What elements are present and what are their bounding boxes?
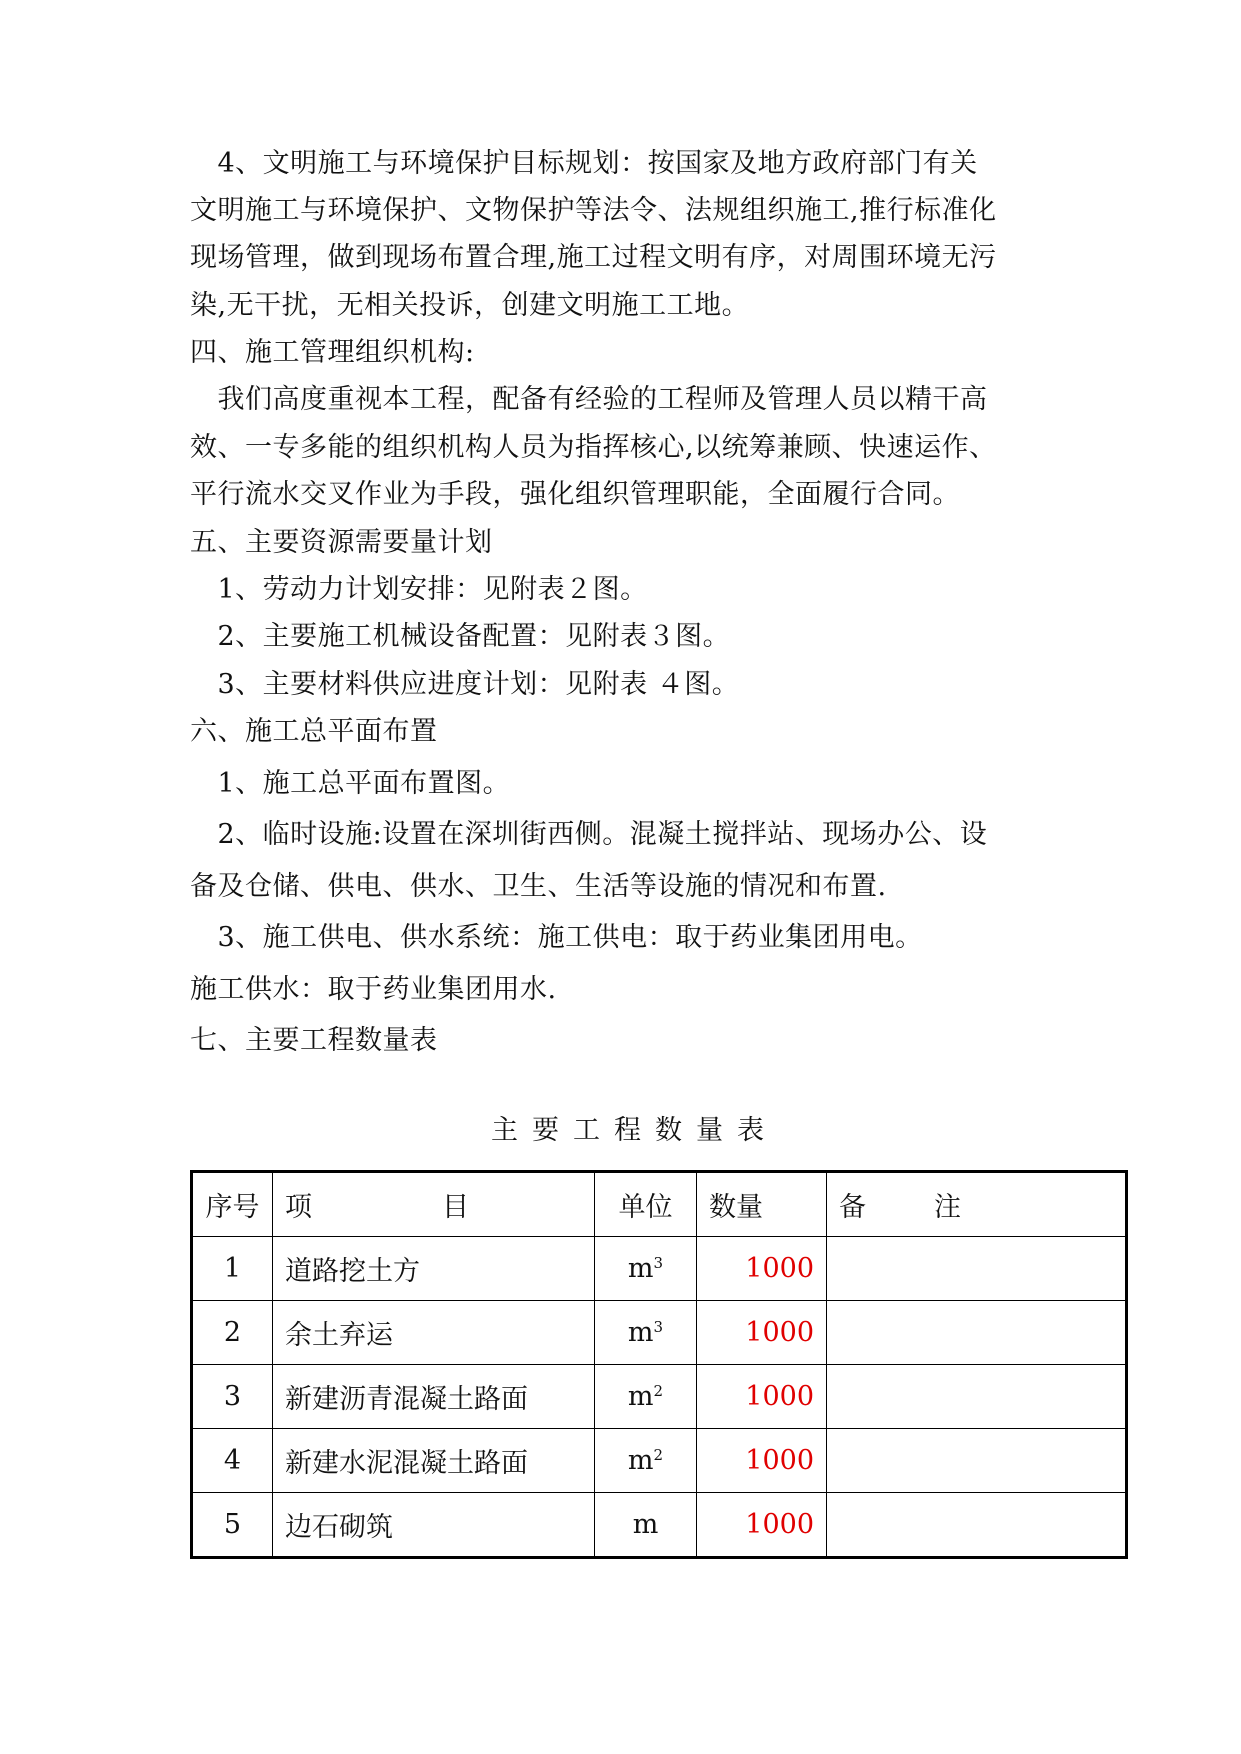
row-quantity: 1000 <box>697 1429 827 1493</box>
row-item: 余土弃运 <box>273 1301 595 1365</box>
section-heading: 七、主要工程数量表 <box>190 1025 438 1056</box>
row-note <box>827 1429 1127 1493</box>
header-quantity: 数量 <box>697 1172 827 1237</box>
paragraph-line: 备及仓储、供电、供水、卫生、生活等设施的情况和布置. <box>190 871 887 902</box>
paragraph-line: 我们高度重视本工程，配备有经验的工程师及管理人员以精干高 <box>190 384 988 415</box>
table-header-row <box>192 1172 1127 1237</box>
section-heading: 四、施工管理组织机构: <box>190 337 475 368</box>
section-heading: 六、施工总平面布置 <box>190 716 438 747</box>
row-note <box>827 1301 1127 1365</box>
paragraph-line: 3、施工供电、供水系统：施工供电：取于药业集团用电。 <box>190 922 923 953</box>
paragraph-line: 染,无干扰，无相关投诉，创建文明施工工地。 <box>190 290 750 321</box>
header-item <box>273 1172 595 1237</box>
unit-base: m <box>627 1381 654 1412</box>
row-index: 3 <box>192 1365 273 1429</box>
row-unit <box>595 1493 697 1558</box>
row-index: 5 <box>192 1493 273 1558</box>
table-row <box>192 1237 1127 1301</box>
row-quantity: 1000 <box>697 1301 827 1365</box>
paragraph-line: 平行流水交叉作业为手段，强化组织管理职能，全面履行合同。 <box>190 479 960 510</box>
unit-exponent: 3 <box>653 1318 664 1336</box>
paragraph-line: 施工供水：取于药业集团用水. <box>190 974 557 1005</box>
row-index: 4 <box>192 1429 273 1493</box>
unit-base: m <box>632 1509 659 1540</box>
table-row <box>192 1301 1127 1365</box>
row-unit <box>595 1237 697 1301</box>
unit-exponent: 3 <box>653 1254 664 1272</box>
paragraph-line: 3、主要材料供应进度计划：见附表 ４图。 <box>190 669 740 700</box>
row-index: 1 <box>192 1237 273 1301</box>
table-title: 主要工程数量表 <box>491 1115 778 1146</box>
paragraph-line: 效、一专多能的组织机构人员为指挥核心,以统筹兼顾、快速运作、 <box>190 432 997 463</box>
unit-base: m <box>627 1445 654 1476</box>
paragraph-line: 1、施工总平面布置图。 <box>190 768 511 799</box>
table-row <box>192 1429 1127 1493</box>
row-note <box>827 1493 1127 1558</box>
header-unit: 单位 <box>595 1172 697 1237</box>
row-item: 道路挖土方 <box>273 1237 595 1301</box>
row-quantity: 1000 <box>697 1237 827 1301</box>
table-row <box>192 1365 1127 1429</box>
row-note <box>827 1365 1127 1429</box>
paragraph-line: 4、文明施工与环境保护目标规划：按国家及地方政府部门有关 <box>190 148 978 179</box>
unit-base: m <box>627 1317 654 1348</box>
paragraph-line: 2、临时设施:设置在深圳街西侧。混凝土搅拌站、现场办公、设 <box>190 819 988 850</box>
row-item: 边石砌筑 <box>273 1493 595 1558</box>
row-unit <box>595 1429 697 1493</box>
header-note-left: 备 <box>839 1192 866 1223</box>
header-item-left: 项 <box>285 1192 312 1223</box>
row-unit <box>595 1365 697 1429</box>
table-row <box>192 1493 1127 1558</box>
header-note <box>827 1172 1127 1237</box>
paragraph-line: 现场管理，做到现场布置合理,施工过程文明有序，对周围环境无污 <box>190 242 997 273</box>
unit-base: m <box>627 1253 654 1284</box>
row-index: 2 <box>192 1301 273 1365</box>
header-index: 序号 <box>192 1172 273 1237</box>
row-unit <box>595 1301 697 1365</box>
row-quantity: 1000 <box>697 1493 827 1558</box>
header-note-right: 注 <box>934 1192 961 1223</box>
paragraph-line: 文明施工与环境保护、文物保护等法令、法规组织施工,推行标准化 <box>190 195 997 226</box>
paragraph-line: 1、劳动力计划安排：见附表２图。 <box>190 574 648 605</box>
row-quantity: 1000 <box>697 1365 827 1429</box>
row-item: 新建沥青混凝土路面 <box>273 1365 595 1429</box>
unit-exponent: 2 <box>653 1382 664 1400</box>
header-item-right: 目 <box>442 1192 469 1223</box>
quantity-table <box>190 1170 1128 1559</box>
row-item: 新建水泥混凝土路面 <box>273 1429 595 1493</box>
section-heading: 五、主要资源需要量计划 <box>190 527 493 558</box>
row-note <box>827 1237 1127 1301</box>
unit-exponent: 2 <box>653 1446 664 1464</box>
paragraph-line: 2、主要施工机械设备配置：见附表３图。 <box>190 621 731 652</box>
